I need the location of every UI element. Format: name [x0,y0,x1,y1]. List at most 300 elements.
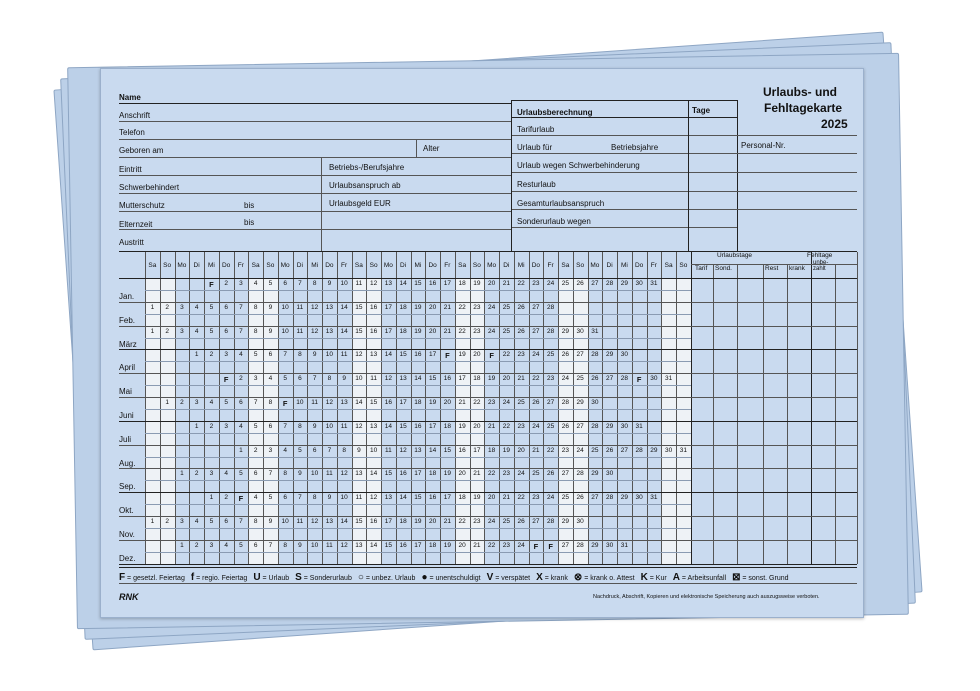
day-cell[interactable]: 19 [429,399,437,406]
day-cell[interactable]: 25 [502,327,510,335]
day-cell[interactable]: 18 [399,518,407,525]
day-cell[interactable]: 10 [355,375,363,383]
day-cell[interactable]: 5 [253,422,258,430]
day-cell[interactable]: 18 [429,541,437,549]
day-cell[interactable]: 5 [239,470,243,478]
day-cell[interactable]: 15 [370,399,378,406]
day-cell[interactable]: 25 [591,446,599,454]
day-cell[interactable]: 16 [414,422,422,430]
day-cell[interactable]: 3 [180,518,184,525]
day-cell[interactable]: 5 [268,494,273,502]
day-cell[interactable]: 9 [327,280,332,287]
day-cell[interactable]: 21 [443,303,451,311]
day-cell[interactable]: 10 [311,470,319,478]
day-cell[interactable]: 12 [340,541,348,549]
day-cell[interactable]: 11 [326,541,333,549]
day-cell[interactable]: 30 [635,494,643,502]
day-cell[interactable]: 8 [253,303,258,311]
day-cell[interactable]: 31 [665,375,673,383]
day-cell[interactable]: 27 [561,541,569,549]
day-cell[interactable]: 9 [298,470,302,478]
day-cell[interactable]: 26 [532,399,540,406]
day-cell[interactable]: 15 [414,494,422,502]
day-cell[interactable]: 21 [517,375,525,383]
day-cell[interactable]: 6 [239,399,243,406]
day-cell[interactable]: 18 [473,375,481,383]
day-cell[interactable]: 20 [488,280,496,287]
day-cell[interactable]: 31 [620,541,628,549]
day-cell[interactable]: 23 [473,518,481,525]
day-cell[interactable]: 13 [384,280,392,287]
day-cell[interactable]: 8 [342,446,346,454]
day-cell[interactable]: 4 [209,399,214,406]
day-cell[interactable]: 30 [620,351,628,359]
day-cell[interactable]: 20 [429,518,437,525]
day-cell[interactable]: 3 [224,351,228,359]
day-cell[interactable]: 7 [283,351,287,359]
day-cell[interactable]: 16 [384,399,392,406]
day-cell[interactable]: 25 [547,422,555,430]
day-cell[interactable]: 3 [194,399,199,406]
day-cell[interactable]: 29 [561,327,569,335]
day-cell[interactable]: 23 [517,422,525,430]
day-cell[interactable]: 28 [547,327,555,335]
day-cell[interactable]: 2 [209,422,214,430]
day-cell[interactable]: 9 [357,446,361,454]
day-cell[interactable]: 29 [620,280,628,287]
day-cell[interactable]: 10 [370,446,378,454]
day-cell[interactable]: 18 [458,280,466,287]
day-cell[interactable]: 24 [532,422,540,430]
day-cell[interactable]: 8 [253,518,258,525]
day-cell[interactable]: 26 [517,327,525,335]
day-cell[interactable]: 27 [532,327,540,335]
day-cell[interactable]: 20 [429,327,437,335]
day-cell[interactable]: 13 [325,303,333,311]
day-cell[interactable]: 6 [253,470,258,478]
day-cell[interactable]: 10 [311,541,319,549]
day-cell[interactable]: 21 [488,422,496,430]
day-cell[interactable]: 2 [194,470,199,478]
day-cell[interactable]: 2 [180,399,184,406]
day-cell[interactable]: 15 [399,422,407,430]
day-cell[interactable]: 18 [458,494,466,502]
day-cell[interactable]: 23 [532,494,540,502]
day-cell[interactable]: 17 [414,470,422,478]
day-cell[interactable]: 30 [591,399,599,406]
day-cell[interactable]: 12 [370,494,378,502]
day-cell[interactable]: 31 [650,494,658,502]
day-cell[interactable]: 27 [576,422,584,430]
day-cell[interactable]: 11 [340,351,348,359]
day-cell[interactable]: 16 [414,351,422,359]
day-cell[interactable]: 1 [180,470,184,478]
day-cell[interactable]: 10 [281,327,289,335]
day-cell[interactable]: 3 [209,470,214,478]
day-cell[interactable]: 7 [239,303,243,311]
day-cell[interactable]: 11 [355,280,363,287]
day-cell[interactable]: 7 [268,541,273,549]
day-cell[interactable]: 28 [606,494,614,502]
day-cell[interactable]: 1 [150,327,155,335]
day-cell[interactable]: 17 [443,494,451,502]
day-cell[interactable]: 26 [576,494,584,502]
day-cell[interactable]: 23 [488,399,496,406]
day-cell[interactable]: 28 [547,518,555,525]
day-cell[interactable]: 8 [298,422,302,430]
day-cell[interactable]: 23 [561,446,569,454]
day-cell[interactable]: 27 [532,518,540,525]
day-cell[interactable]: 11 [296,518,304,525]
day-cell[interactable]: 18 [399,327,407,335]
day-cell[interactable]: 9 [327,494,332,502]
day-cell[interactable]: 14 [340,518,348,525]
day-cell[interactable]: 17 [384,327,392,335]
day-cell[interactable]: 1 [150,303,155,311]
day-cell[interactable]: 30 [620,422,628,430]
day-cell[interactable]: 1 [209,494,214,502]
day-cell[interactable]: 7 [239,518,243,525]
day-cell[interactable]: 24 [517,470,525,478]
day-cell[interactable]: 9 [312,422,317,430]
day-cell[interactable]: 28 [576,470,584,478]
day-cell[interactable]: 25 [561,494,569,502]
day-cell[interactable]: 24 [547,280,555,287]
day-cell[interactable]: 28 [591,422,599,430]
day-cell[interactable]: 5 [239,541,243,549]
day-cell[interactable]: 22 [458,303,466,311]
day-cell[interactable]: 14 [340,303,348,311]
day-cell[interactable]: 15 [384,470,392,478]
day-cell[interactable]: 13 [384,494,392,502]
day-cell[interactable]: 22 [458,327,466,335]
day-cell[interactable]: 5 [268,280,273,287]
day-cell[interactable]: 8 [253,327,258,335]
day-cell[interactable]: 21 [473,470,481,478]
day-cell[interactable]: 2 [165,327,169,335]
day-cell[interactable]: 4 [194,303,199,311]
day-cell[interactable]: 4 [194,518,199,525]
day-cell[interactable]: 23 [547,375,555,383]
day-cell[interactable]: 21 [443,327,451,335]
day-cell[interactable]: 28 [547,303,555,311]
day-cell[interactable]: 9 [268,518,273,525]
day-cell[interactable]: 16 [399,541,407,549]
day-cell[interactable]: 15 [355,518,363,525]
day-cell[interactable]: 20 [443,399,451,406]
day-cell[interactable]: 30 [576,518,584,525]
day-cell[interactable]: 5 [209,518,214,525]
day-cell[interactable]: 4 [253,494,258,502]
day-cell[interactable]: 11 [311,399,318,406]
day-cell[interactable]: 29 [591,470,599,478]
day-cell[interactable]: 17 [414,541,422,549]
day-cell[interactable]: 18 [443,422,451,430]
day-cell[interactable]: 19 [443,470,451,478]
day-cell[interactable]: 13 [325,518,333,525]
day-cell[interactable]: 13 [414,446,422,454]
day-cell[interactable]: 28 [620,375,628,383]
day-cell[interactable]: 12 [370,280,378,287]
day-cell[interactable]: F [238,494,244,504]
day-cell[interactable]: 1 [165,399,169,406]
day-cell[interactable]: 12 [311,327,319,335]
day-cell[interactable]: 5 [209,327,214,335]
day-cell[interactable]: 30 [606,470,614,478]
day-cell[interactable]: 7 [312,375,317,383]
day-cell[interactable]: 21 [473,541,481,549]
day-cell[interactable]: 22 [547,446,555,454]
day-cell[interactable]: 30 [606,541,614,549]
day-cell[interactable]: 12 [311,518,319,525]
day-cell[interactable]: 19 [458,351,466,359]
day-cell[interactable]: 19 [414,518,422,525]
day-cell[interactable]: 8 [283,470,287,478]
day-cell[interactable]: 22 [517,494,525,502]
day-cell[interactable]: 23 [473,303,481,311]
day-cell[interactable]: 9 [268,303,273,311]
day-cell[interactable]: 16 [370,518,378,525]
day-cell[interactable]: 31 [650,280,658,287]
day-cell[interactable]: 24 [576,446,584,454]
day-cell[interactable]: 5 [209,303,214,311]
day-cell[interactable]: 21 [458,399,466,406]
day-cell[interactable]: 13 [340,399,348,406]
day-cell[interactable]: F [209,280,214,289]
day-cell[interactable]: 13 [399,375,407,383]
day-cell[interactable]: 27 [591,494,599,502]
day-cell[interactable]: 14 [399,280,407,287]
day-cell[interactable]: 26 [606,446,614,454]
day-cell[interactable]: 20 [429,303,437,311]
day-cell[interactable]: 18 [399,303,407,311]
day-cell[interactable]: 25 [502,518,510,525]
day-cell[interactable]: 25 [532,470,540,478]
day-cell[interactable]: 19 [414,303,422,311]
day-cell[interactable]: 29 [561,518,569,525]
day-cell[interactable]: 12 [325,399,333,406]
day-cell[interactable]: 20 [502,375,510,383]
day-cell[interactable]: 5 [283,375,287,383]
day-cell[interactable]: 23 [532,280,540,287]
day-cell[interactable]: 14 [414,375,422,383]
day-cell[interactable]: 9 [342,375,346,383]
day-cell[interactable]: 19 [473,280,481,287]
day-cell[interactable]: 16 [399,470,407,478]
day-cell[interactable]: 31 [591,327,599,335]
day-cell[interactable]: 11 [370,375,377,383]
day-cell[interactable]: 12 [355,351,363,359]
day-cell[interactable]: 24 [488,303,496,311]
day-cell[interactable]: 26 [561,422,569,430]
day-cell[interactable]: 22 [502,351,510,359]
day-cell[interactable]: 26 [517,518,525,525]
day-cell[interactable]: 15 [384,541,392,549]
day-cell[interactable]: 4 [268,375,273,383]
day-cell[interactable]: 15 [355,327,363,335]
day-cell[interactable]: 19 [502,446,510,454]
day-cell[interactable]: 22 [488,541,496,549]
day-cell[interactable]: 19 [488,375,496,383]
day-cell[interactable]: 18 [429,470,437,478]
day-cell[interactable]: 14 [370,541,378,549]
day-cell[interactable]: 14 [429,446,437,454]
day-cell[interactable]: 20 [517,446,525,454]
day-cell[interactable]: 5 [253,351,258,359]
day-cell[interactable]: 11 [326,470,333,478]
day-cell[interactable]: 27 [591,280,599,287]
day-cell[interactable]: 16 [370,303,378,311]
day-cell[interactable]: 11 [385,446,392,454]
day-cell[interactable]: 3 [180,303,184,311]
day-cell[interactable]: F [636,375,642,385]
day-cell[interactable]: 17 [384,518,392,525]
day-cell[interactable]: 6 [298,375,302,383]
day-cell[interactable]: 27 [576,351,584,359]
day-cell[interactable]: F [223,375,229,385]
day-cell[interactable]: 10 [281,518,289,525]
day-cell[interactable]: 29 [606,351,614,359]
day-cell[interactable]: 16 [429,494,437,502]
day-cell[interactable]: 24 [532,351,540,359]
day-cell[interactable]: 30 [635,280,643,287]
day-cell[interactable]: 1 [239,446,243,454]
day-cell[interactable]: 6 [224,327,228,335]
day-cell[interactable]: 10 [340,494,348,502]
day-cell[interactable]: 8 [298,351,302,359]
day-cell[interactable]: 12 [399,446,407,454]
day-cell[interactable]: 23 [473,327,481,335]
day-cell[interactable]: 6 [268,351,273,359]
day-cell[interactable]: 19 [458,422,466,430]
day-cell[interactable]: 11 [340,422,348,430]
day-cell[interactable]: 31 [635,422,643,430]
day-cell[interactable]: 15 [414,280,422,287]
day-cell[interactable]: 30 [665,446,673,454]
day-cell[interactable]: 27 [532,303,540,311]
day-cell[interactable]: 7 [298,494,302,502]
day-cell[interactable]: 25 [517,399,525,406]
day-cell[interactable]: 3 [180,327,184,335]
day-cell[interactable]: 12 [311,303,319,311]
day-cell[interactable]: 29 [650,446,658,454]
day-cell[interactable]: 28 [591,351,599,359]
day-cell[interactable]: 28 [606,280,614,287]
day-cell[interactable]: 27 [547,399,555,406]
day-cell[interactable]: 25 [561,280,569,287]
day-cell[interactable]: 17 [399,399,407,406]
day-cell[interactable]: 3 [224,422,228,430]
day-cell[interactable]: 4 [239,422,243,430]
day-cell[interactable]: F [445,351,450,361]
day-cell[interactable]: 22 [488,470,496,478]
day-cell[interactable]: 13 [355,541,363,549]
day-cell[interactable]: 2 [224,494,228,502]
day-cell[interactable]: 4 [224,470,228,478]
day-cell[interactable]: 3 [253,375,258,383]
day-cell[interactable]: 1 [150,518,155,525]
day-cell[interactable]: 17 [473,446,481,454]
day-cell[interactable]: 7 [239,327,243,335]
day-cell[interactable]: 5 [224,399,228,406]
day-cell[interactable]: 27 [561,470,569,478]
day-cell[interactable]: 26 [591,375,599,383]
day-cell[interactable]: 11 [355,494,363,502]
day-cell[interactable]: 10 [340,280,348,287]
day-cell[interactable]: 29 [606,422,614,430]
day-cell[interactable]: 8 [312,494,317,502]
day-cell[interactable]: 13 [325,327,333,335]
day-cell[interactable]: 12 [384,375,392,383]
day-cell[interactable]: 22 [458,518,466,525]
day-cell[interactable]: 26 [517,303,525,311]
day-cell[interactable]: 24 [502,399,510,406]
day-cell[interactable]: 4 [239,351,243,359]
day-cell[interactable]: 21 [502,494,510,502]
day-cell[interactable]: F [489,351,494,361]
day-cell[interactable]: 16 [370,327,378,335]
day-cell[interactable]: F [548,541,553,551]
day-cell[interactable]: 7 [327,446,332,454]
day-cell[interactable]: 29 [576,399,584,406]
day-cell[interactable]: 14 [399,494,407,502]
day-cell[interactable]: 17 [429,422,437,430]
day-cell[interactable]: 11 [296,303,304,311]
day-cell[interactable]: 24 [517,541,525,549]
day-cell[interactable]: 27 [620,446,628,454]
day-cell[interactable]: 23 [502,541,510,549]
day-cell[interactable]: 10 [325,351,333,359]
day-cell[interactable]: 24 [488,518,496,525]
day-cell[interactable]: 7 [283,422,287,430]
day-cell[interactable]: 20 [473,422,481,430]
day-cell[interactable]: 6 [283,280,287,287]
day-cell[interactable]: 16 [429,280,437,287]
day-cell[interactable]: 24 [488,327,496,335]
day-cell[interactable]: 13 [370,422,378,430]
day-cell[interactable]: 29 [591,541,599,549]
day-cell[interactable]: 19 [443,541,451,549]
day-cell[interactable]: 2 [239,375,243,383]
day-cell[interactable]: 13 [355,470,363,478]
day-cell[interactable]: 3 [209,541,214,549]
day-cell[interactable]: 1 [194,351,199,359]
day-cell[interactable]: 17 [458,375,466,383]
day-cell[interactable]: 17 [443,280,451,287]
day-cell[interactable]: 24 [547,494,555,502]
day-cell[interactable]: 2 [253,446,258,454]
day-cell[interactable]: 4 [194,327,199,335]
day-cell[interactable]: 25 [547,351,555,359]
day-cell[interactable]: 23 [502,470,510,478]
day-cell[interactable]: 6 [224,303,228,311]
day-cell[interactable]: 20 [488,494,496,502]
day-cell[interactable]: F [533,541,539,551]
day-cell[interactable]: 11 [296,327,304,335]
day-cell[interactable]: 29 [620,494,628,502]
day-cell[interactable]: 30 [650,375,658,383]
day-cell[interactable]: 22 [532,375,540,383]
day-cell[interactable]: 6 [312,446,317,454]
day-cell[interactable]: 2 [165,303,169,311]
day-cell[interactable]: 13 [370,351,378,359]
day-cell[interactable]: 20 [473,351,481,359]
day-cell[interactable]: 15 [429,375,437,383]
day-cell[interactable]: 1 [194,422,199,430]
day-cell[interactable]: 14 [384,351,392,359]
day-cell[interactable]: 10 [281,303,289,311]
day-cell[interactable]: 2 [194,541,199,549]
